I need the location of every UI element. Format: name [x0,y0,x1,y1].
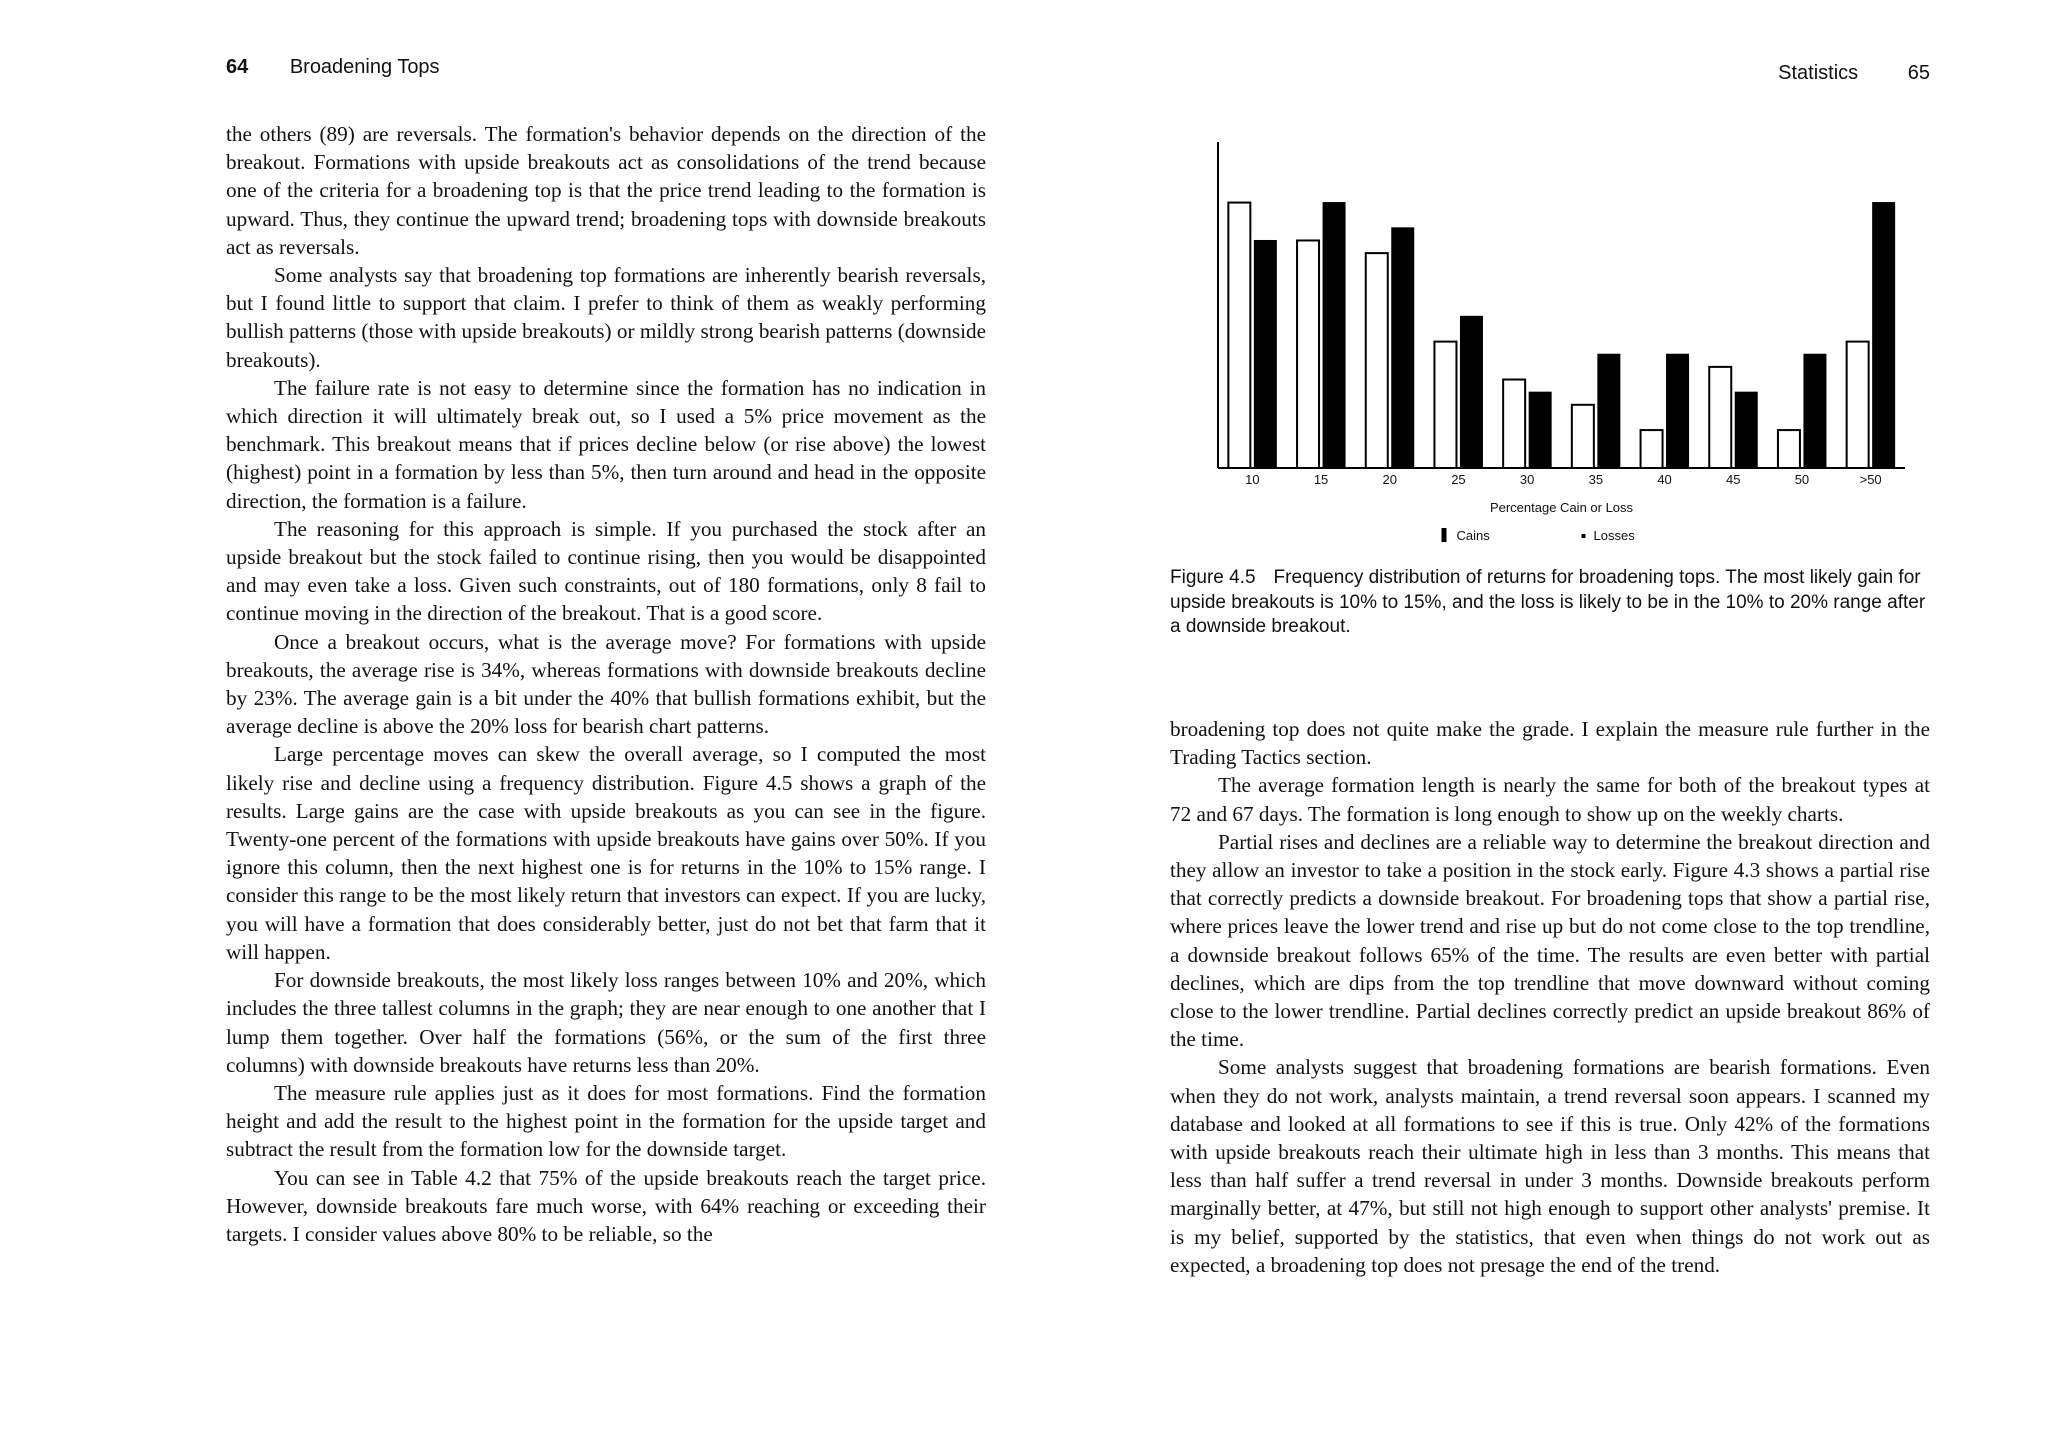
chart-svg [1170,112,1930,552]
bar-gains [1460,316,1482,468]
bar-losses [1297,240,1319,468]
paragraph: broadening top does not quite make the grade. I explain the measure rule further in the Trading Tactics section. [1170,717,1930,770]
bar-losses [1366,253,1388,468]
x-tick-label: 20 [1382,472,1397,487]
bar-losses [1709,367,1731,468]
bar-gains [1735,392,1757,468]
bar-losses [1641,430,1663,468]
x-tick-label: 30 [1519,472,1535,487]
x-tick-label: 50 [1794,472,1810,487]
bar-losses [1778,430,1800,468]
paragraph: Some analysts suggest that broadening formations are bearish formations. Even when they do not work, analysts maintain, a trend reversal soon appears. I scanned my database and looked at all formations to see if this is true. Only 42% of the formations with upside breakouts reach their ultimate high in less than 3 months. This means that less than half suffer a trend reversal in under 3 months. Downside breakouts perform marginally better, at 47%, but still not high enough to support other analysts' premise. It is my belief, supported by the statistics, that even when things do not work out as expected, a broadening top does not presage the end of the trend. [1170,1055,1930,1277]
figure-caption [1170,566,1930,640]
bar-losses [1434,342,1456,468]
page-number: 64 [226,56,249,78]
bar-losses [1572,405,1594,468]
x-tick-label: 10 [1245,472,1260,487]
x-tick-label: 15 [1313,472,1329,487]
x-tick-label: >50 [1859,472,1882,487]
paragraph: Some analysts say that broadening top formations are inherently bearish reversals, but I found little to support that claim. I prefer to think of them as weakly performing bullish patterns (those with upside breakouts) or mildly strong bearish patterns (downside breakouts). [226,263,986,372]
paragraph: Once a breakout occurs, what is the average move? For formations with upside breakouts, the average rise is 34%, whereas formations with downside breakouts decline by 23%. The average gain is a bit under the 40% that bullish formations exhibit, but the average decline is above the 20% loss for bearish chart patterns. [226,629,986,739]
left-running-head [226,56,986,79]
paragraph: The failure rate is not easy to determine since the formation has no indication in which direction it will ultimately break out, so I used a 5% price movement as the benchmark. This breakout means that if prices decline below (or rise above) the lowest (highest) point in a formation by less than 5%, then turn around and head in the opposite direction, the formation is a failure. [226,375,986,513]
figure-caption-text: Frequency distribution of returns for broadening tops. The most likely gain for upside breakouts is 10% to 15%, and the loss is likely to be in the 10% to 20% range after a downside breakout. [1170,567,1926,637]
running-title: Broadening Tops [289,56,440,78]
paragraph: Large percentage moves can skew the overall average, so I computed the most likely rise and decline using a frequency distribution. Figure 4.5 shows a graph of the results. Large gains are the case with upside breakouts as you can see in the figure. Twenty-one percent of the formations with upside breakouts have gains over 50%. If you ignore this column, then the next highest one is for returns in the 10% to 15% range. I consider this range to be the most likely return that investors can expect. If you are lucky, you will have a formation that does considerably better, just do not bet that farm that it will happen. [226,742,986,964]
figure-label: Figure 4.5 [1170,567,1256,588]
right-body-text [1170,715,1930,1279]
bar-gains [1392,228,1414,468]
x-axis-label: Percentage Cain or Loss [1489,500,1634,515]
bar-losses [1228,203,1250,468]
paragraph: Partial rises and declines are a reliable way to determine the breakout direction and they allow an investor to take a position in the stock early. Figure 4.3 shows a partial rise that correctly predicts a downside breakout. For broadening tops that show a partial rise, where prices leave the lower trend and rise up but do not come close to the top trendline, a downside breakout follows 65% of the time. The results are even better with partial declines, which are dips from the top trendline that move downward without coming close to the lower trendline. Partial declines correctly predict an upside breakout 86% of the time. [1170,829,1930,1052]
legend-losses-label: Losses [1593,528,1635,543]
legend-losses-swatch [1582,534,1586,538]
legend-gains-swatch [1442,528,1447,542]
bar-gains [1598,354,1620,468]
bar-gains [1323,203,1345,468]
bar-gains [1254,240,1276,468]
x-tick-label: 45 [1726,472,1741,487]
bar-losses [1503,380,1525,468]
paragraph: You can see in Table 4.2 that 75% of the upside breakouts reach the target price. However, downside breakouts fare much worse, with 64% reaching or exceeding their targets. I consider values above 80% to be reliable, so the [226,1165,986,1246]
x-tick-label: 35 [1588,472,1604,487]
bar-gains [1804,354,1826,468]
paragraph: The measure rule applies just as it does for most formations. Find the formation height and add the result to the highest point in the formation for the upside target and subtract the result from the formation low for the downside target. [226,1080,986,1162]
paragraph: The reasoning for this approach is simple. If you purchased the stock after an upside breakout but the stock failed to continue rising, then you would be disappointed and may even take a loss. Given such constraints, out of 180 formations, only 8 fail to continue moving in the direction of the breakout. That is a good score. [226,516,986,626]
frequency-chart [1170,112,1930,552]
x-tick-label: 40 [1657,472,1672,487]
bar-gains [1873,203,1895,468]
left-page [226,0,986,1451]
running-title: Statistics [1778,62,1859,84]
left-body-text [226,120,986,1248]
bar-gains [1667,354,1689,468]
right-running-head [1170,62,1930,85]
legend-gains-label: Cains [1456,528,1490,543]
paragraph: the others (89) are reversals. The formation's behavior depends on the direction of the breakout. Formations with upside breakouts act as consolidations of the trend because one of the criteria for a broadening top is that the price trend leading to the formation is upward. Thus, they continue the upward trend; broadening tops with downside breakouts act as reversals. [226,122,986,259]
page-number: 65 [1907,62,1930,84]
bar-losses [1847,342,1869,468]
bar-gains [1529,392,1551,468]
x-tick-label: 25 [1451,472,1466,487]
right-page [1170,0,1930,1451]
paragraph: The average formation length is nearly the same for both of the breakout types at 72 and 67 days. The formation is long enough to show up on the weekly charts. [1170,773,1930,826]
paragraph: For downside breakouts, the most likely loss ranges between 10% and 20%, which includes the three tallest columns in the graph; they are near enough to one another that I lump them together. Over half the formations (56%, or the sum of the first three columns) with downside breakouts have returns less than 20%. [226,968,986,1077]
